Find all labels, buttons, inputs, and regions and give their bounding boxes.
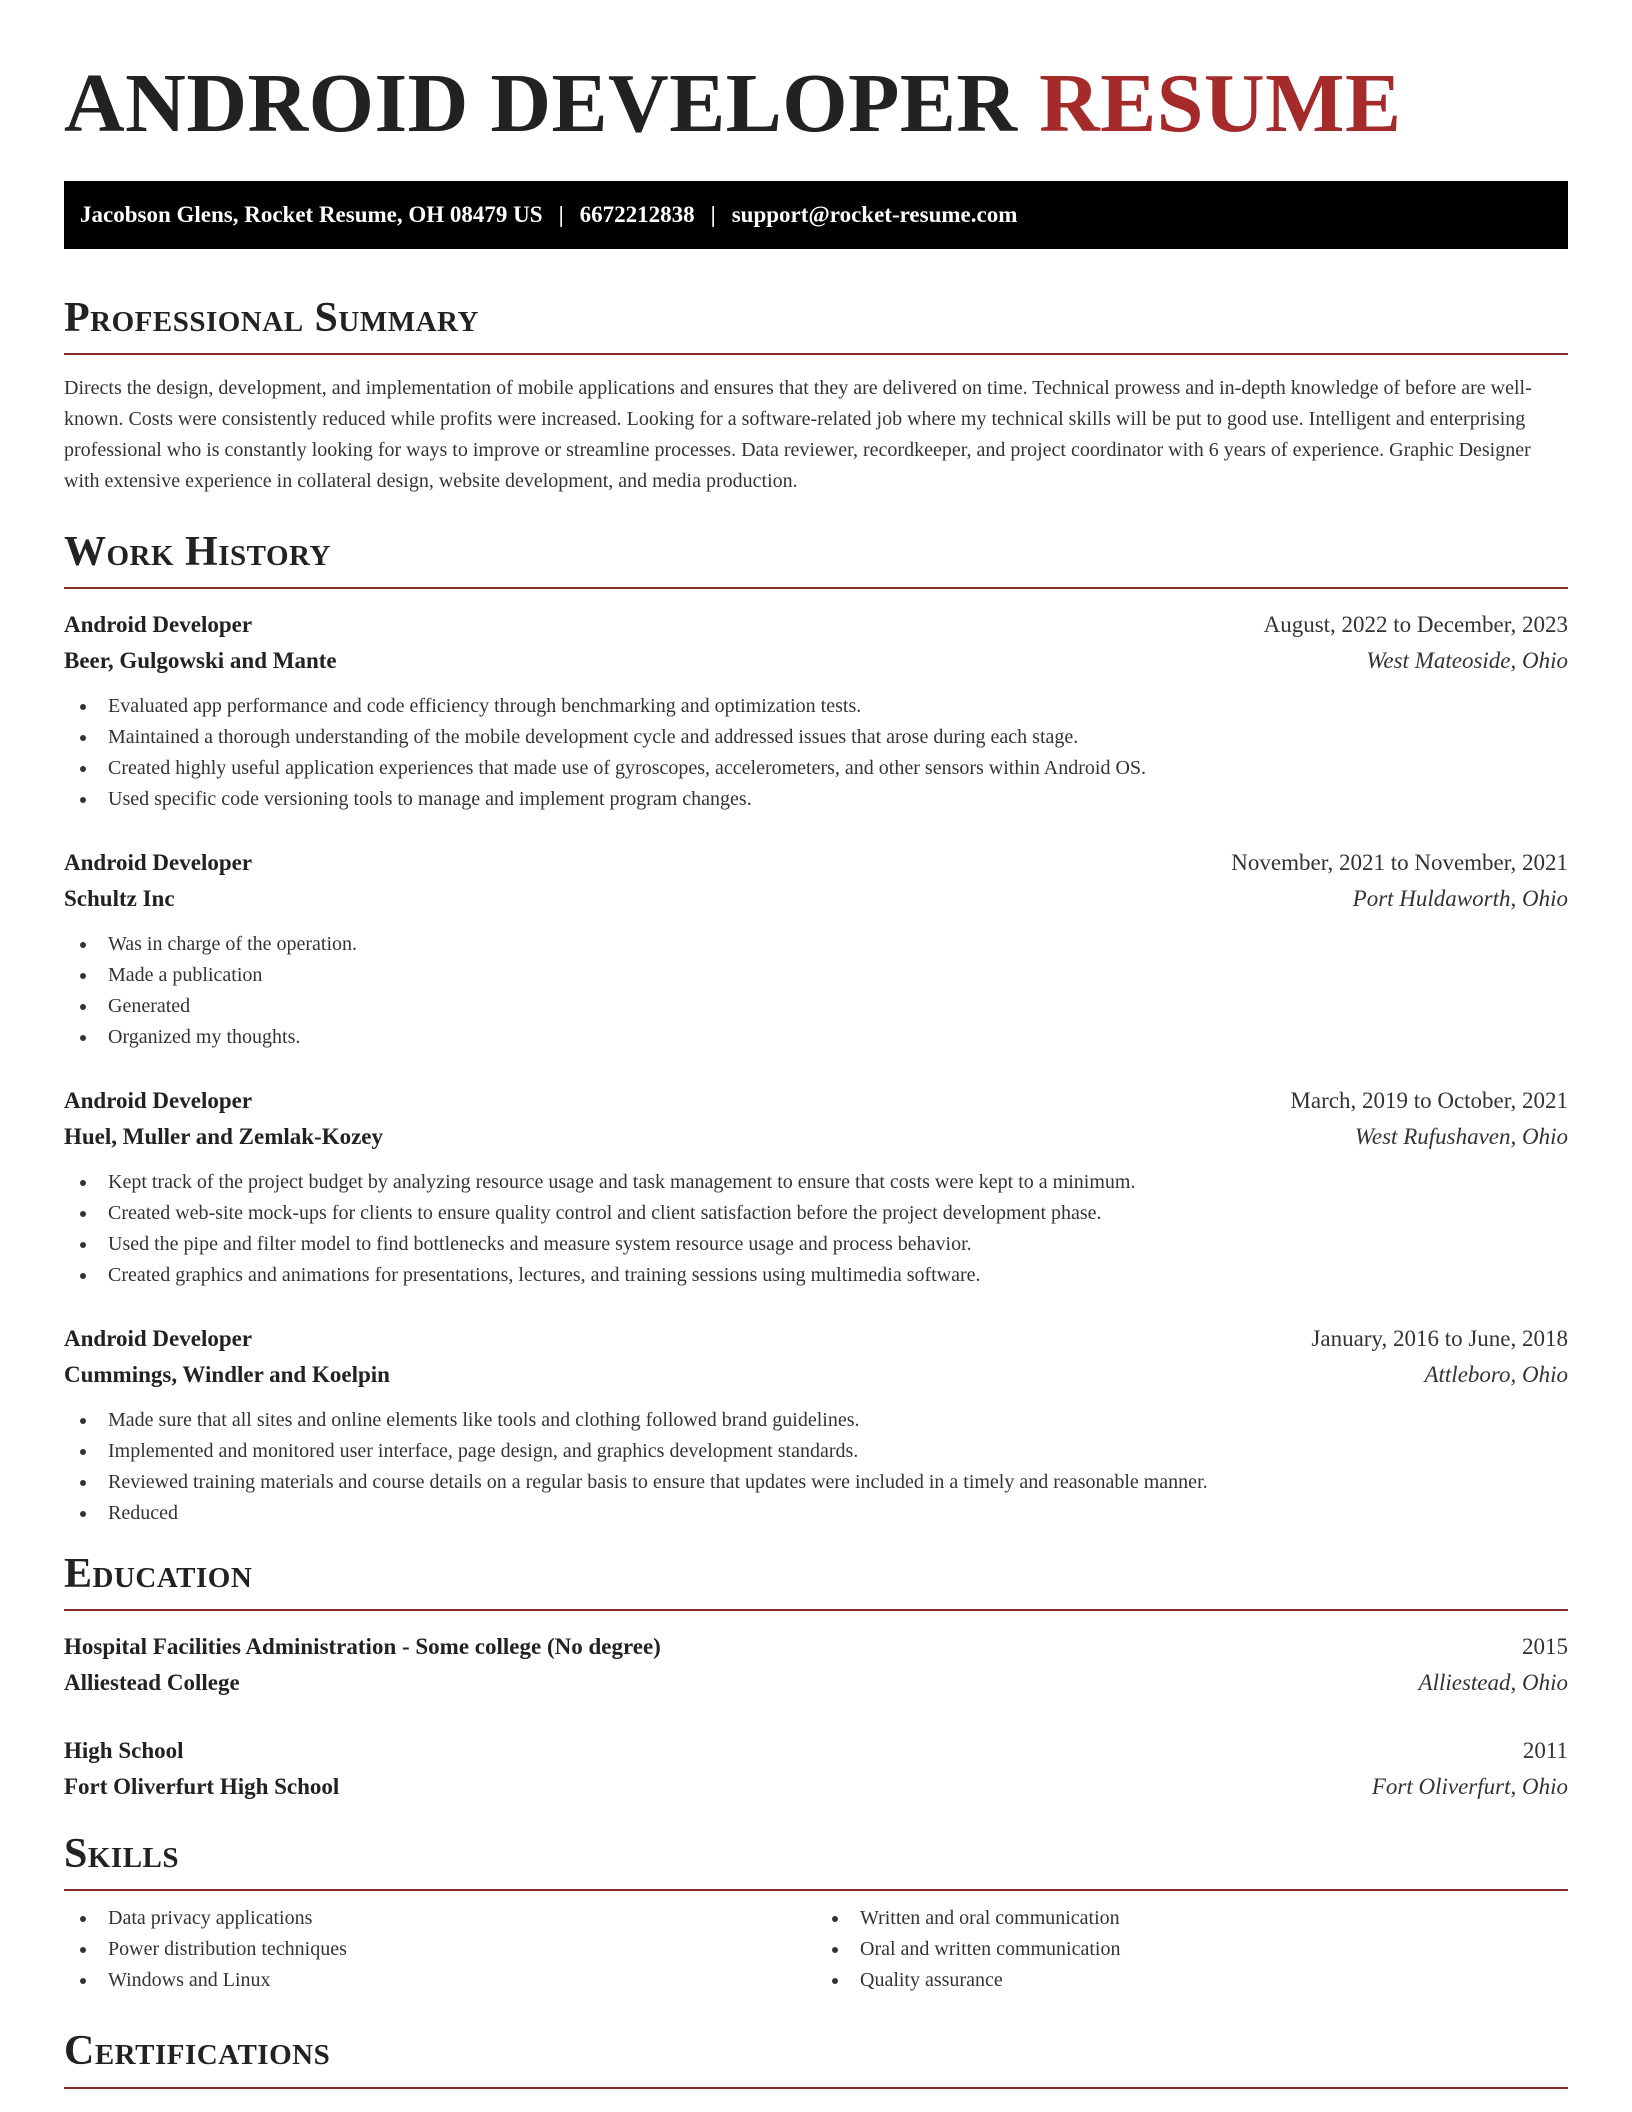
contact-phone: 6672212838 [579,201,695,227]
list-item: Organized my thoughts. [80,1022,1568,1053]
list-item: Created web-site mock-ups for clients to ensure quality control and client satisfaction before the project development phase. [80,1198,1568,1229]
job-company: Cummings, Windler and Koelpin [64,1361,390,1387]
job-title: Android Developer [64,1087,253,1113]
job-dates: January, 2016 to June, 2018 [1311,1325,1568,1351]
skills-grid [64,1903,1568,1996]
education-school: Alliestead College [64,1670,240,1696]
job-title: Android Developer [64,1325,253,1351]
job-bullets [64,929,1568,1053]
list-item: Made a publication [80,960,1568,991]
list-item: Generated [80,991,1568,1022]
job-location: West Mateoside, Ohio [1366,647,1568,673]
contact-bar [64,181,1568,249]
list-item: Used specific code versioning tools to manage and implement program changes. [80,784,1568,815]
education-year: 2015 [1522,1634,1568,1660]
skills-column-left [64,1903,816,1996]
education-school: Fort Oliverfurt High School [64,1774,340,1800]
work-history-section [64,529,1568,1529]
job-dates: March, 2019 to October, 2021 [1290,1087,1568,1113]
contact-email: support@rocket-resume.com [731,201,1018,227]
job-bullets [64,691,1568,815]
job-bullets [64,1405,1568,1529]
education-heading: Education [64,1551,1568,1611]
job-title: Android Developer [64,849,253,875]
skill-item: Data privacy applications [80,1903,816,1934]
education-location: Alliestead, Ohio [1418,1670,1568,1696]
job-entry [64,1083,1568,1291]
resume-title [64,56,1568,153]
job-company: Huel, Muller and Zemlak-Kozey [64,1123,384,1149]
list-item: Created graphics and animations for presentations, lectures, and training sessions using multimedia software. [80,1260,1568,1291]
education-degree: Hospital Facilities Administration - Some college (No degree) [64,1634,661,1660]
work-history-heading: Work History [64,529,1568,589]
job-location: West Rufushaven, Ohio [1354,1123,1568,1149]
list-item: Evaluated app performance and code efficiency through benchmarking and optimization tests. [80,691,1568,722]
education-entry [64,1733,1568,1805]
list-item: Created highly useful application experiences that made use of gyroscopes, accelerometers, and other sensors within Android OS. [80,753,1568,784]
job-dates: August, 2022 to December, 2023 [1263,611,1568,637]
education-degree: High School [64,1738,184,1764]
list-item: Kept track of the project budget by analyzing resource usage and task management to ensure that costs were kept to a minimum. [80,1167,1568,1198]
list-item: Was in charge of the operation. [80,929,1568,960]
education-entry [64,1629,1568,1701]
skill-item: Oral and written communication [832,1934,1568,1965]
job-bullets [64,1167,1568,1291]
job-title: Android Developer [64,611,253,637]
contact-separator: | [710,201,716,227]
job-entry [64,845,1568,1053]
skill-item: Written and oral communication [832,1903,1568,1934]
list-item: Reviewed training materials and course details on a regular basis to ensure that updates were included in a timely and reasonable manner. [80,1467,1568,1498]
job-location: Attleboro, Ohio [1424,1361,1568,1387]
skill-item: Quality assurance [832,1965,1568,1996]
skill-item: Power distribution techniques [80,1934,816,1965]
contact-separator: | [558,201,564,227]
skills-section [64,1831,1568,1996]
education-section [64,1551,1568,1805]
education-year: 2011 [1522,1738,1568,1764]
list-item: Reduced [80,1498,1568,1529]
skills-heading: Skills [64,1831,1568,1891]
certifications-heading: Certifications [64,2028,1568,2088]
summary-section [64,295,1568,497]
skill-item: Windows and Linux [80,1965,816,1996]
summary-text: Directs the design, development, and implementation of mobile applications and ensures that they are delivered on time. Technical prowess and in-depth knowledge of before are well-known. Costs were consistently reduced while profits were increased. Looking for a software-related job where my technical skills will be put to good use. Intelligent and enterprising professional who is constantly looking for ways to improve or streamline processes. Data reviewer, recordkeeper, and project coordinator with 6 years of experience. Graphic Designer with extensive experience in collateral design, website development, and media production. [64,376,1532,492]
list-item: Implemented and monitored user interface, page design, and graphics development standards. [80,1436,1568,1467]
contact-address: Jacobson Glens, Rocket Resume, OH 08479 US [80,201,543,227]
job-location: Port Huldaworth, Ohio [1352,885,1568,911]
list-item: Made sure that all sites and online elements like tools and clothing followed brand guidelines. [80,1405,1568,1436]
job-company: Schultz Inc [64,885,175,911]
job-entry [64,607,1568,815]
list-item: Maintained a thorough understanding of the mobile development cycle and addressed issues that arose during each stage. [80,722,1568,753]
title-main: ANDROID DEVELOPER [64,57,1018,150]
list-item: Used the pipe and filter model to find bottlenecks and measure system resource usage and process behavior. [80,1229,1568,1260]
certifications-section [64,2028,1568,2088]
title-accent: RESUME [1039,57,1402,150]
summary-heading: Professional Summary [64,295,1568,355]
education-location: Fort Oliverfurt, Ohio [1371,1774,1568,1800]
job-company: Beer, Gulgowski and Mante [64,647,337,673]
job-entry [64,1321,1568,1529]
skills-column-right [816,1903,1568,1996]
job-dates: November, 2021 to November, 2021 [1231,849,1568,875]
